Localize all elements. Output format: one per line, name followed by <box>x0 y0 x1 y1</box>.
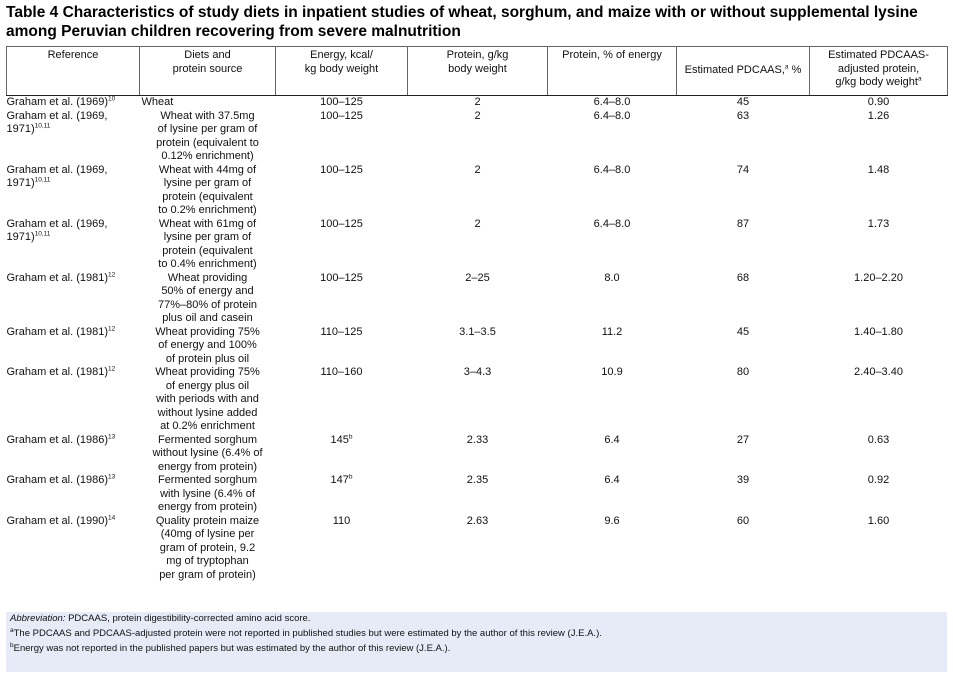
cell-protein-pct: 9.6 <box>604 514 620 527</box>
cell-reference: Graham et al. $(1986)^{13}$ <box>6 473 116 486</box>
cell-protein-pct: 10.9 <box>601 366 623 378</box>
table-row <box>7 110 948 164</box>
cell-adjusted-protein: 1.26 <box>867 109 890 122</box>
cell-pdcaas: 45 <box>736 96 750 108</box>
cell-diet: Fermented sorghum with lysine (6.4% of energy from protein) <box>157 474 258 513</box>
cell-protein-pct: 11.2 <box>601 325 623 338</box>
cell-pdcaas: 60 <box>736 514 750 527</box>
header-protein-pct: Protein, % of energy <box>548 47 677 96</box>
table-row <box>7 164 948 218</box>
diet-characteristics-table <box>6 46 948 582</box>
cell-diet: Wheat with 37.5mg of lysine per gram of protein (equivalent to 0.12% enrichment) <box>156 109 259 162</box>
cell-energy: 100–125 <box>320 109 363 122</box>
cell-diet: Wheat with 44mg of lysine per gram of protein (equivalent to 0.2% enrichment) <box>158 163 257 216</box>
table-row <box>7 474 948 515</box>
cell-reference: Graham et al. (1969, 1971)$^{10,11}$ <box>6 217 108 243</box>
cell-protein-gkg: 2 <box>474 96 481 108</box>
table-row <box>7 96 948 110</box>
cell-adjusted-protein: 0.92 <box>867 474 890 486</box>
header-energy: Energy, kcal/ kg body weight <box>276 47 408 96</box>
cell-energy: 145$^b$ <box>330 432 353 446</box>
footnote-a: $^a$The PDCAAS and PDCAAS-adjusted protein were not reported in published studies but were estimated by the author of this review (J.E.A.). <box>10 626 602 639</box>
cell-diet: Wheat <box>141 96 174 108</box>
header-reference: Reference <box>7 47 140 96</box>
cell-protein-pct: 8.0 <box>604 271 620 284</box>
cell-adjusted-protein: 0.90 <box>867 96 890 108</box>
cell-reference: Graham et al. (1969, 1971)$^{10,11}$ <box>6 163 108 189</box>
cell-diet: Wheat providing 50% of energy and 77%–80% of protein plus oil and casein <box>157 271 258 324</box>
cell-protein-pct: 6.4–8.0 <box>593 163 631 176</box>
table-row <box>7 218 948 272</box>
cell-protein-gkg: 3–4.3 <box>463 366 492 378</box>
cell-diet: Wheat providing 75% of energy and 100% of protein plus oil <box>155 325 260 365</box>
table-body <box>7 96 948 583</box>
cell-protein-pct: 6.4–8.0 <box>593 109 631 122</box>
cell-energy: 110–125 <box>320 325 363 338</box>
cell-diet: Quality protein maize (40mg of lysine per gram of protein, 9.2 mg of tryptophan per gram of protein) <box>155 514 260 581</box>
cell-adjusted-protein: 1.73 <box>867 217 890 230</box>
cell-protein-gkg: 2 <box>474 163 481 176</box>
cell-protein-pct: 6.4 <box>604 433 620 446</box>
cell-protein-pct: 6.4–8.0 <box>593 96 631 108</box>
cell-pdcaas: 27 <box>736 433 750 446</box>
cell-energy: 147$^b$ <box>330 473 353 486</box>
cell-adjusted-protein: 1.20–2.20 <box>854 271 903 284</box>
cell-pdcaas: 63 <box>736 109 750 122</box>
cell-pdcaas: 74 <box>736 163 750 176</box>
table-row <box>7 515 948 583</box>
header-row <box>7 47 948 96</box>
cell-protein-gkg: 2–25 <box>465 271 490 284</box>
cell-protein-gkg: 2.33 <box>466 433 489 446</box>
cell-reference: Graham et al. $(1981)^{12}$ <box>6 324 116 338</box>
cell-reference: Graham et al. (1969, 1971)$^{10,11}$ <box>6 109 108 135</box>
cell-pdcaas: 68 <box>736 271 750 284</box>
table-title: Table 4 Characteristics of study diets in inpatient studies of wheat, sorghum, and maize with or without supplemental lysine among Peruvian children recovering from severe malnutrition <box>6 4 918 40</box>
cell-protein-gkg: 2 <box>474 109 481 122</box>
table-row <box>7 272 948 326</box>
cell-energy: 110 <box>332 514 351 527</box>
cell-diet: Fermented sorghum without lysine (6.4% of energy from protein) <box>152 433 263 473</box>
table-row <box>7 326 948 367</box>
cell-pdcaas: 45 <box>736 325 750 338</box>
table-row <box>7 366 948 434</box>
cell-pdcaas: 39 <box>736 474 750 486</box>
cell-diet: Wheat providing 75% of energy plus oil with periods with and without lysine added at 0.2% enrichment <box>155 366 260 432</box>
cell-energy: 100–125 <box>320 271 363 284</box>
cell-protein-pct: 6.4–8.0 <box>593 217 631 230</box>
footnote-b: $^b$Energy was not reported in the published papers but was estimated by the author of this review (J.E.A.). <box>10 641 451 654</box>
cell-energy: 110–160 <box>320 366 363 378</box>
cell-reference: Graham et al. $(1969)^{10}$ <box>6 95 116 108</box>
cell-protein-gkg: 2.35 <box>466 474 489 486</box>
abbreviation-note: Abbreviation: PDCAAS, protein digestibility-corrected amino acid score. <box>10 613 311 624</box>
cell-protein-gkg: 2.63 <box>466 514 489 527</box>
cell-protein-gkg: 2 <box>474 217 481 230</box>
cell-reference: Graham et al. $(1986)^{13}$ <box>6 432 116 446</box>
cell-reference: Graham et al. $(1990)^{14}$ <box>6 513 116 527</box>
cell-pdcaas: 80 <box>736 366 750 378</box>
header-adjusted-protein: Estimated PDCAAS- adjusted protein, g/kg body weight$^a$ <box>810 47 948 96</box>
cell-energy: 100–125 <box>320 96 363 108</box>
header-diets: Diets and protein source <box>140 47 276 96</box>
header-pdcaas: Estimated PDCAAS,$^a$ % <box>677 47 810 96</box>
cell-protein-gkg: 3.1–3.5 <box>459 325 496 338</box>
cell-diet: Wheat with 61mg of lysine per gram of protein (equivalent to 0.4% enrichment) <box>158 217 257 270</box>
cell-reference: Graham et al. $(1981)^{12}$ <box>6 270 116 284</box>
table-footnotes <box>6 612 947 672</box>
cell-pdcaas: 87 <box>736 217 750 230</box>
cell-reference: Graham et al. $(1981)^{12}$ <box>6 365 116 378</box>
cell-energy: 100–125 <box>320 163 363 176</box>
cell-adjusted-protein: 1.40–1.80 <box>854 325 903 338</box>
table-row <box>7 434 948 475</box>
header-protein-gkg: Protein, g/kg body weight <box>408 47 548 96</box>
cell-adjusted-protein: 2.40–3.40 <box>854 366 903 378</box>
cell-protein-pct: 6.4 <box>604 474 620 486</box>
cell-adjusted-protein: 0.63 <box>867 433 890 446</box>
cell-energy: 100–125 <box>320 217 363 230</box>
cell-adjusted-protein: 1.48 <box>867 163 890 176</box>
cell-adjusted-protein: 1.60 <box>867 514 890 527</box>
